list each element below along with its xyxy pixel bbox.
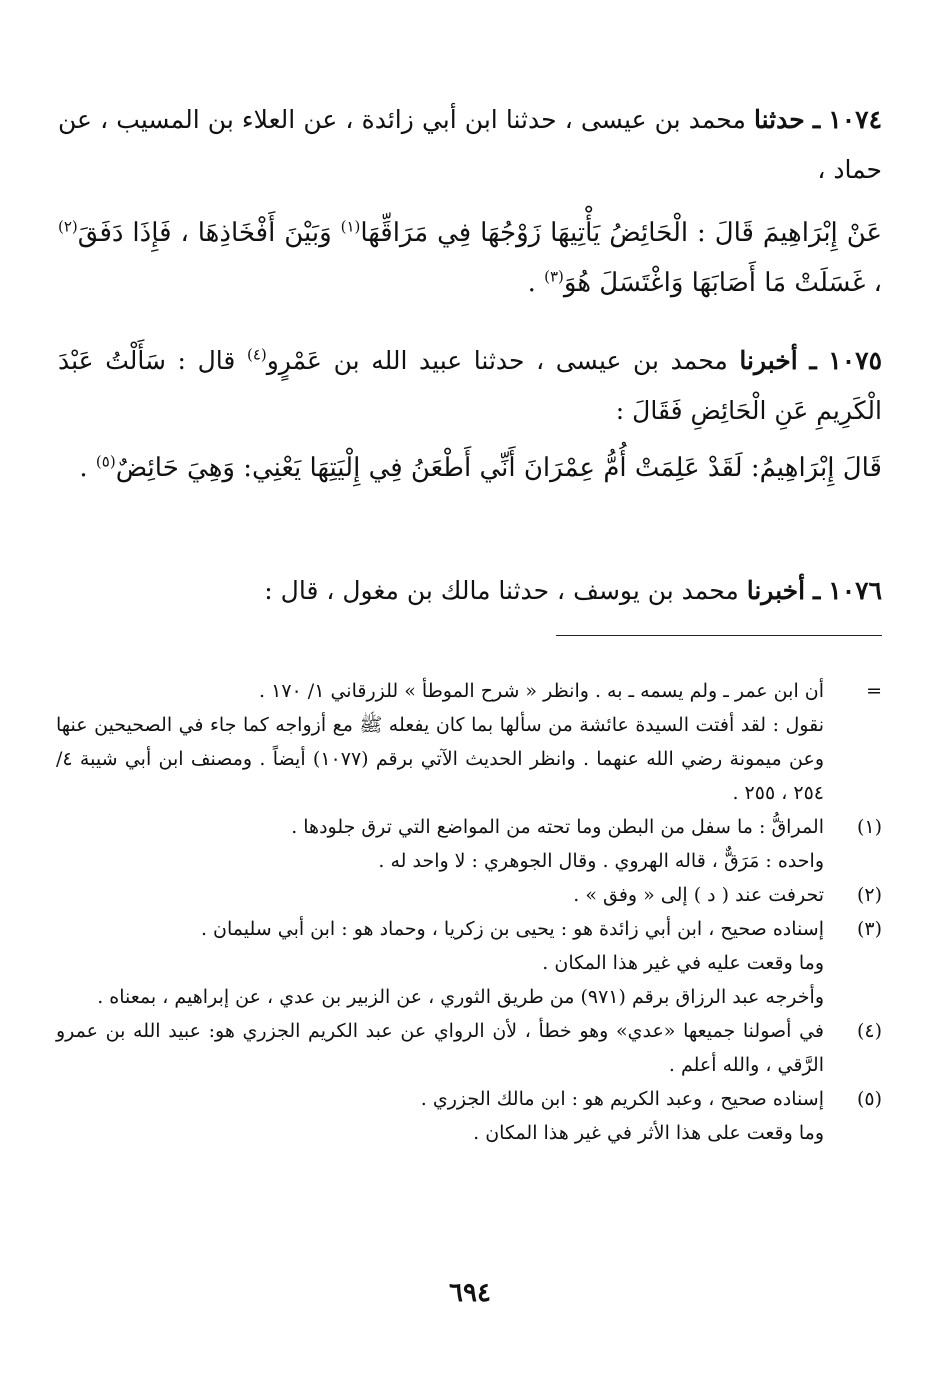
isnad-text: محمد بن يوسف ، حدثنا مالك بن مغول ، قال :: [264, 576, 739, 605]
hadith-1075-isnad: ١٠٧٥ ـ أخبرنا محمد بن عيسى ، حدثنا عبيد الله بن عَمْرٍو$^{(٤)}$ قال : سَأَلْتُ عَبْدَ الْكَرِيمِ عَنِ الْحَائِضِ فَقَالَ :: [58, 345, 882, 425]
footnote-line: تحرفت عند ( د ) إلى « وفق » .: [573, 884, 824, 906]
footnote-mark: (٥): [856, 1088, 882, 1110]
footnote-mark: (٤): [856, 1020, 882, 1042]
footnote-ref: (٤): [246, 345, 267, 364]
isnad-text: محمد بن عيسى ، حدثنا ابن أبي زائدة ، عن العلاء بن المسيب ، عن حماد ،: [58, 105, 882, 184]
footnote-mark: =: [866, 680, 882, 702]
matn-text: ، غَسَلَتْ مَا أَصَابَهَا وَاغْتَسَلَ هُوَ: [563, 268, 882, 298]
footnote-line: إسناده صحيح ، ابن أبي زائدة هو : يحيى بن زكريا ، وحماد هو : ابن أبي سليمان .: [200, 918, 824, 940]
footnote-ref: (٣): [544, 267, 564, 286]
hadith-number: ١٠٧٦: [828, 576, 882, 605]
matn-text: عَنْ إِبْرَاهِيمَ قَالَ : الْحَائِضُ يَأْتِيهَا زَوْجُهَا فِي مَرَاقِّهَا: [360, 218, 882, 248]
hadith-1074-matn: [58, 208, 882, 308]
matn-text: وَبَيْنَ أَفْخَاذِهَا ، فَإِذَا دَفَقَ: [77, 218, 341, 248]
footnote-mark: (٢): [856, 884, 882, 906]
matn-text: قَالَ إِبْرَاهِيمُ: لَقَدْ عَلِمَتْ أُمُّ عِمْرَانَ أَنِّي أَطْعَنُ فِي إِلْيَتِهَا يَعْنِي: وَهِيَ حَائِضٌ: [115, 453, 882, 483]
footnote-separator: [556, 635, 882, 636]
footnote-5: [56, 1082, 882, 1150]
hadith-1074-isnad: ١٠٧٤ ـ حدثنا محمد بن عيسى ، حدثنا ابن أبي زائدة ، عن العلاء بن المسيب ، عن حماد ،: [58, 105, 883, 184]
hadith-number: ١٠٧٥: [828, 346, 882, 375]
footnote-4: [56, 1014, 882, 1082]
footnote-2: [56, 878, 882, 912]
isnad-text: محمد بن عيسى ، حدثنا عبيد الله بن عَمْرٍو: [266, 346, 728, 375]
footnote-line: وأخرجه عبد الرزاق برقم (٩٧١) من طريق الثوري ، عن الزبير بن عدي ، عن إبراهيم ، بمعناه .: [97, 986, 824, 1008]
footnote-1: [56, 810, 882, 878]
footnote-line: نقول : لقد أفتت السيدة عائشة من سألها بما كان يفعله ﷺ مع أزواجه كما جاء في الصحيحين عنها وعن ميمونة رضي الله عنهما . وانظر الحديث الآتي برقم (١٠٧٧) أيضاً . ومصنف ابن أبي شيبة ٤/ ٢٥٤ ، ٢٥٥ .: [56, 714, 824, 804]
footnote-mark: (٣): [856, 918, 882, 940]
matn-text: .: [527, 268, 545, 298]
hadith-number: ١٠٧٤: [828, 105, 883, 134]
footnote-line: وما وقعت عليه في غير هذا المكان .: [542, 952, 824, 974]
isnad-text: قال : سَأَلْتُ عَبْدَ الْكَرِيمِ عَنِ الْحَائِضِ فَقَالَ :: [58, 346, 882, 425]
transmission-verb: حدثنا: [753, 105, 805, 134]
footnotes: [56, 674, 882, 1150]
matn-text: .: [79, 453, 96, 483]
page-number: ٦٩٤: [449, 1278, 491, 1308]
footnote-mark: (١): [856, 816, 882, 838]
footnote-line: أن ابن عمر ـ ولم يسمه ـ به . وانظر « شرح الموطأ » للزرقاني ١/ ١٧٠ .: [259, 680, 824, 702]
footnote-line: المراقُّ : ما سفل من البطن وما تحته من المواضع التي ترق جلودها .: [291, 816, 824, 838]
footnote-line: في أصولنا جميعها «عدي» وهو خطأ ، لأن الرواي عن عبد الكريم الجزري هو: عبيد الله بن عمرو الرَّقي ، والله أعلم .: [56, 1020, 824, 1076]
footnote-line: وما وقعت على هذا الأثر في غير هذا المكان .: [473, 1122, 824, 1144]
footnote-ref: (١): [340, 217, 361, 236]
transmission-verb: أخبرنا: [746, 576, 806, 605]
footnote-continued: [56, 674, 882, 810]
transmission-verb: أخبرنا: [739, 346, 798, 375]
hadith-1075-matn: [58, 443, 882, 493]
footnote-ref: (٥): [95, 452, 116, 471]
footnote-3: [56, 912, 882, 1014]
footnote-line: إسناده صحيح ، وعبد الكريم هو : ابن مالك الجزري .: [420, 1088, 824, 1110]
footnote-line: واحده : مَرَقٌّ ، قاله الهروي . وقال الجوهري : لا واحد له .: [378, 850, 824, 872]
hadith-1076-isnad: ١٠٧٦ ـ أخبرنا محمد بن يوسف ، حدثنا مالك بن مغول ، قال :: [264, 576, 882, 605]
footnote-ref: (٢): [58, 217, 78, 236]
